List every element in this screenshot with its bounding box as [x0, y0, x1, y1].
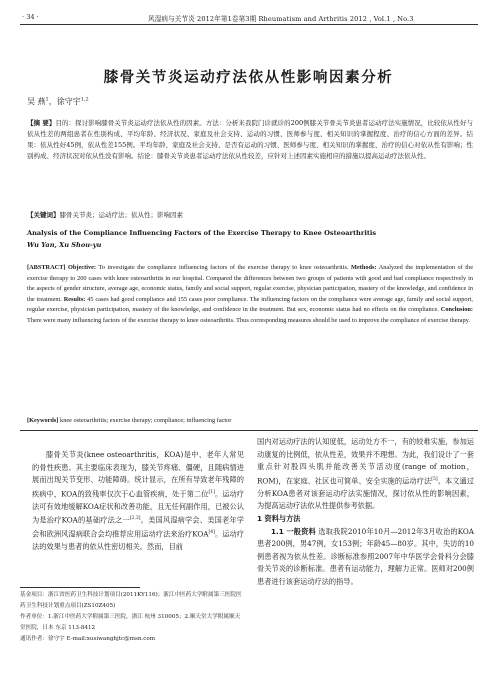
footnote-rule — [20, 587, 140, 588]
abstract-rule — [20, 430, 478, 431]
abstract-en: [ABSTRACT] Objective: To investigate the compliance influencing factors of the exercise therapy to knee osteoarthritis. Methods: Analyzed the implementation of the exercise therapy to 200 cases with knee osteoarthritis in our hospital. Compared the differences between two groups of patients with good and bad compliance respectively in the aspects of gender structure, average age, economic status, family and social support, regular exercise, physician participation, mastery of the knowledge, and confidence in the treatment. Results: 45 cases had good compliance and 155 cases poor compliance. The influencing factors on the compliance were average age, family and social support, regular exercise, physician participation, mastery of the knowledge, and confidence in the treatment. But sex, economic status had no effects on the compliance. Conclusion: There were many influencing factors of the exercise therapy to knee osteoarthritis. Thus corresponding measures should be used to improve the compliance of exercise therapy. — [27, 264, 474, 324]
article-title: 膝骨关节炎运动疗法依从性影响因素分析 — [103, 70, 394, 86]
footnotes — [20, 590, 244, 645]
english-authors: Wu Yan, Xu Shou-yu — [27, 241, 102, 249]
intro-continued: 国内对运动疗法的认知度低，运动处方不一，有的较难实施，参加运动康复的比例低，依从性差，效果并不理想。为此，我们设计了一套重点针对股四头肌并能改善关节活动度(range of motion，ROM)，在家庭、社区也可简单、安全实施的运动疗法[5]。本文通过分析KOA患者对该套运动疗法实施情况，探讨依从性的影响因素，为提高运动疗法依从性提供参考依据。 — [257, 437, 474, 511]
keywords-en: [Keywords] knee osteoarthritis; exercise therapy; compliance; influencing factor — [27, 417, 232, 424]
general-data-paragraph: 1.1 一般资料 选取我院2010年10月—2012年3月收治的KOA患者200例，男47例，女153例；年龄45—80岁。其中，失访的10例患者视为依从性差。诊断标准参照2007年中华医学会骨科分会膝骨关节炎的诊断标准。患者有运动能力，理解力正常。医师对200例患者进行该套运动疗法的指导。 — [257, 526, 474, 586]
section-heading: 1 资料与方法 — [257, 513, 301, 523]
body-left-column — [32, 449, 244, 554]
keywords-zh: 【关键词】膝骨关节炎；运动疗法；依从性；影响因素 — [27, 211, 183, 219]
running-header — [0, 9, 497, 23]
header-rule — [20, 24, 478, 25]
body-right-column — [257, 436, 474, 589]
english-title: Analysis of the Compliance Influencing Factors of the Exercise Therapy to Knee Osteoarthritis — [27, 229, 377, 237]
journal-info: 风湿病与关节炎 2012年第1卷第3期 Rheumatism and Arthritis 2012 , Vol.1 , No.3 — [148, 15, 414, 23]
affiliation-note: 作者单位：1.浙江中医药大学附属第三医院，浙江 杭州 310005；2.顺天堂大学附属顺天堂医院，日本 东京 113-8412 — [20, 614, 241, 631]
fund-note: 基金项目：浙江省医药卫生科技计划项目(2011KY116)；浙江中医药大学附属第三医院医药卫生科技计划重点项目(ZS10Z405) — [20, 592, 242, 609]
intro-paragraph: 膝骨关节炎(knee osteoarthritis，KOA)是中、老年人常见的骨性疾患。其主要临床表现为，膝关节疼痛、僵硬，且随病情进展而出现关节变形、功能障碍。统计显示，在所有导致老年残障的疾病中，KOA的致残率仅次于心血管疾病，处于第二位[1]。运动疗法可有效地缓解KOA症状和改善功能，且无任何副作用，已被公认为是治疗KOA的基础疗法之一[2,3]。美国风湿病学会、美国老年学会和欧洲风湿病联合会均推荐应用运动疗法来治疗KOA[4]。运动疗法的效果与患者的依从性密切相关。然而，目前 — [32, 450, 244, 552]
abstract-zh: 【摘 要】目的：探讨影响膝骨关节炎运动疗法依从性的因素。方法：分析来我院门诊就诊的200例膝关节骨关节炎患者运动疗法实施情况，比较依从性好与依从性差的两组患者在性别构成、平均年龄、经济状况、家庭及社会支持、运动的习惯、医师参与度、相关知识的掌握程度、治疗的信心方面的差异。结果：依从性好45例，依从性差155例。平均年龄、家庭及社会支持、是否有运动的习惯、医师参与度、相关知识的掌握度、治疗的信心对依从性有影响；性别构成、经济状况对依从性没有影响。结论：膝骨关节炎患者运动疗法依从性较差，应针对上述因素实施相应的措施以提高运动疗法依从性。 — [27, 119, 473, 160]
correspondence-note: 通讯作者：徐守宇 E-mail:xusiwanghjtc@msn.com — [20, 636, 156, 642]
page-number: · 34 · — [22, 13, 39, 21]
authors-zh: 吴 燕$^1$，徐守宇$^{1,2}$ — [27, 96, 89, 106]
